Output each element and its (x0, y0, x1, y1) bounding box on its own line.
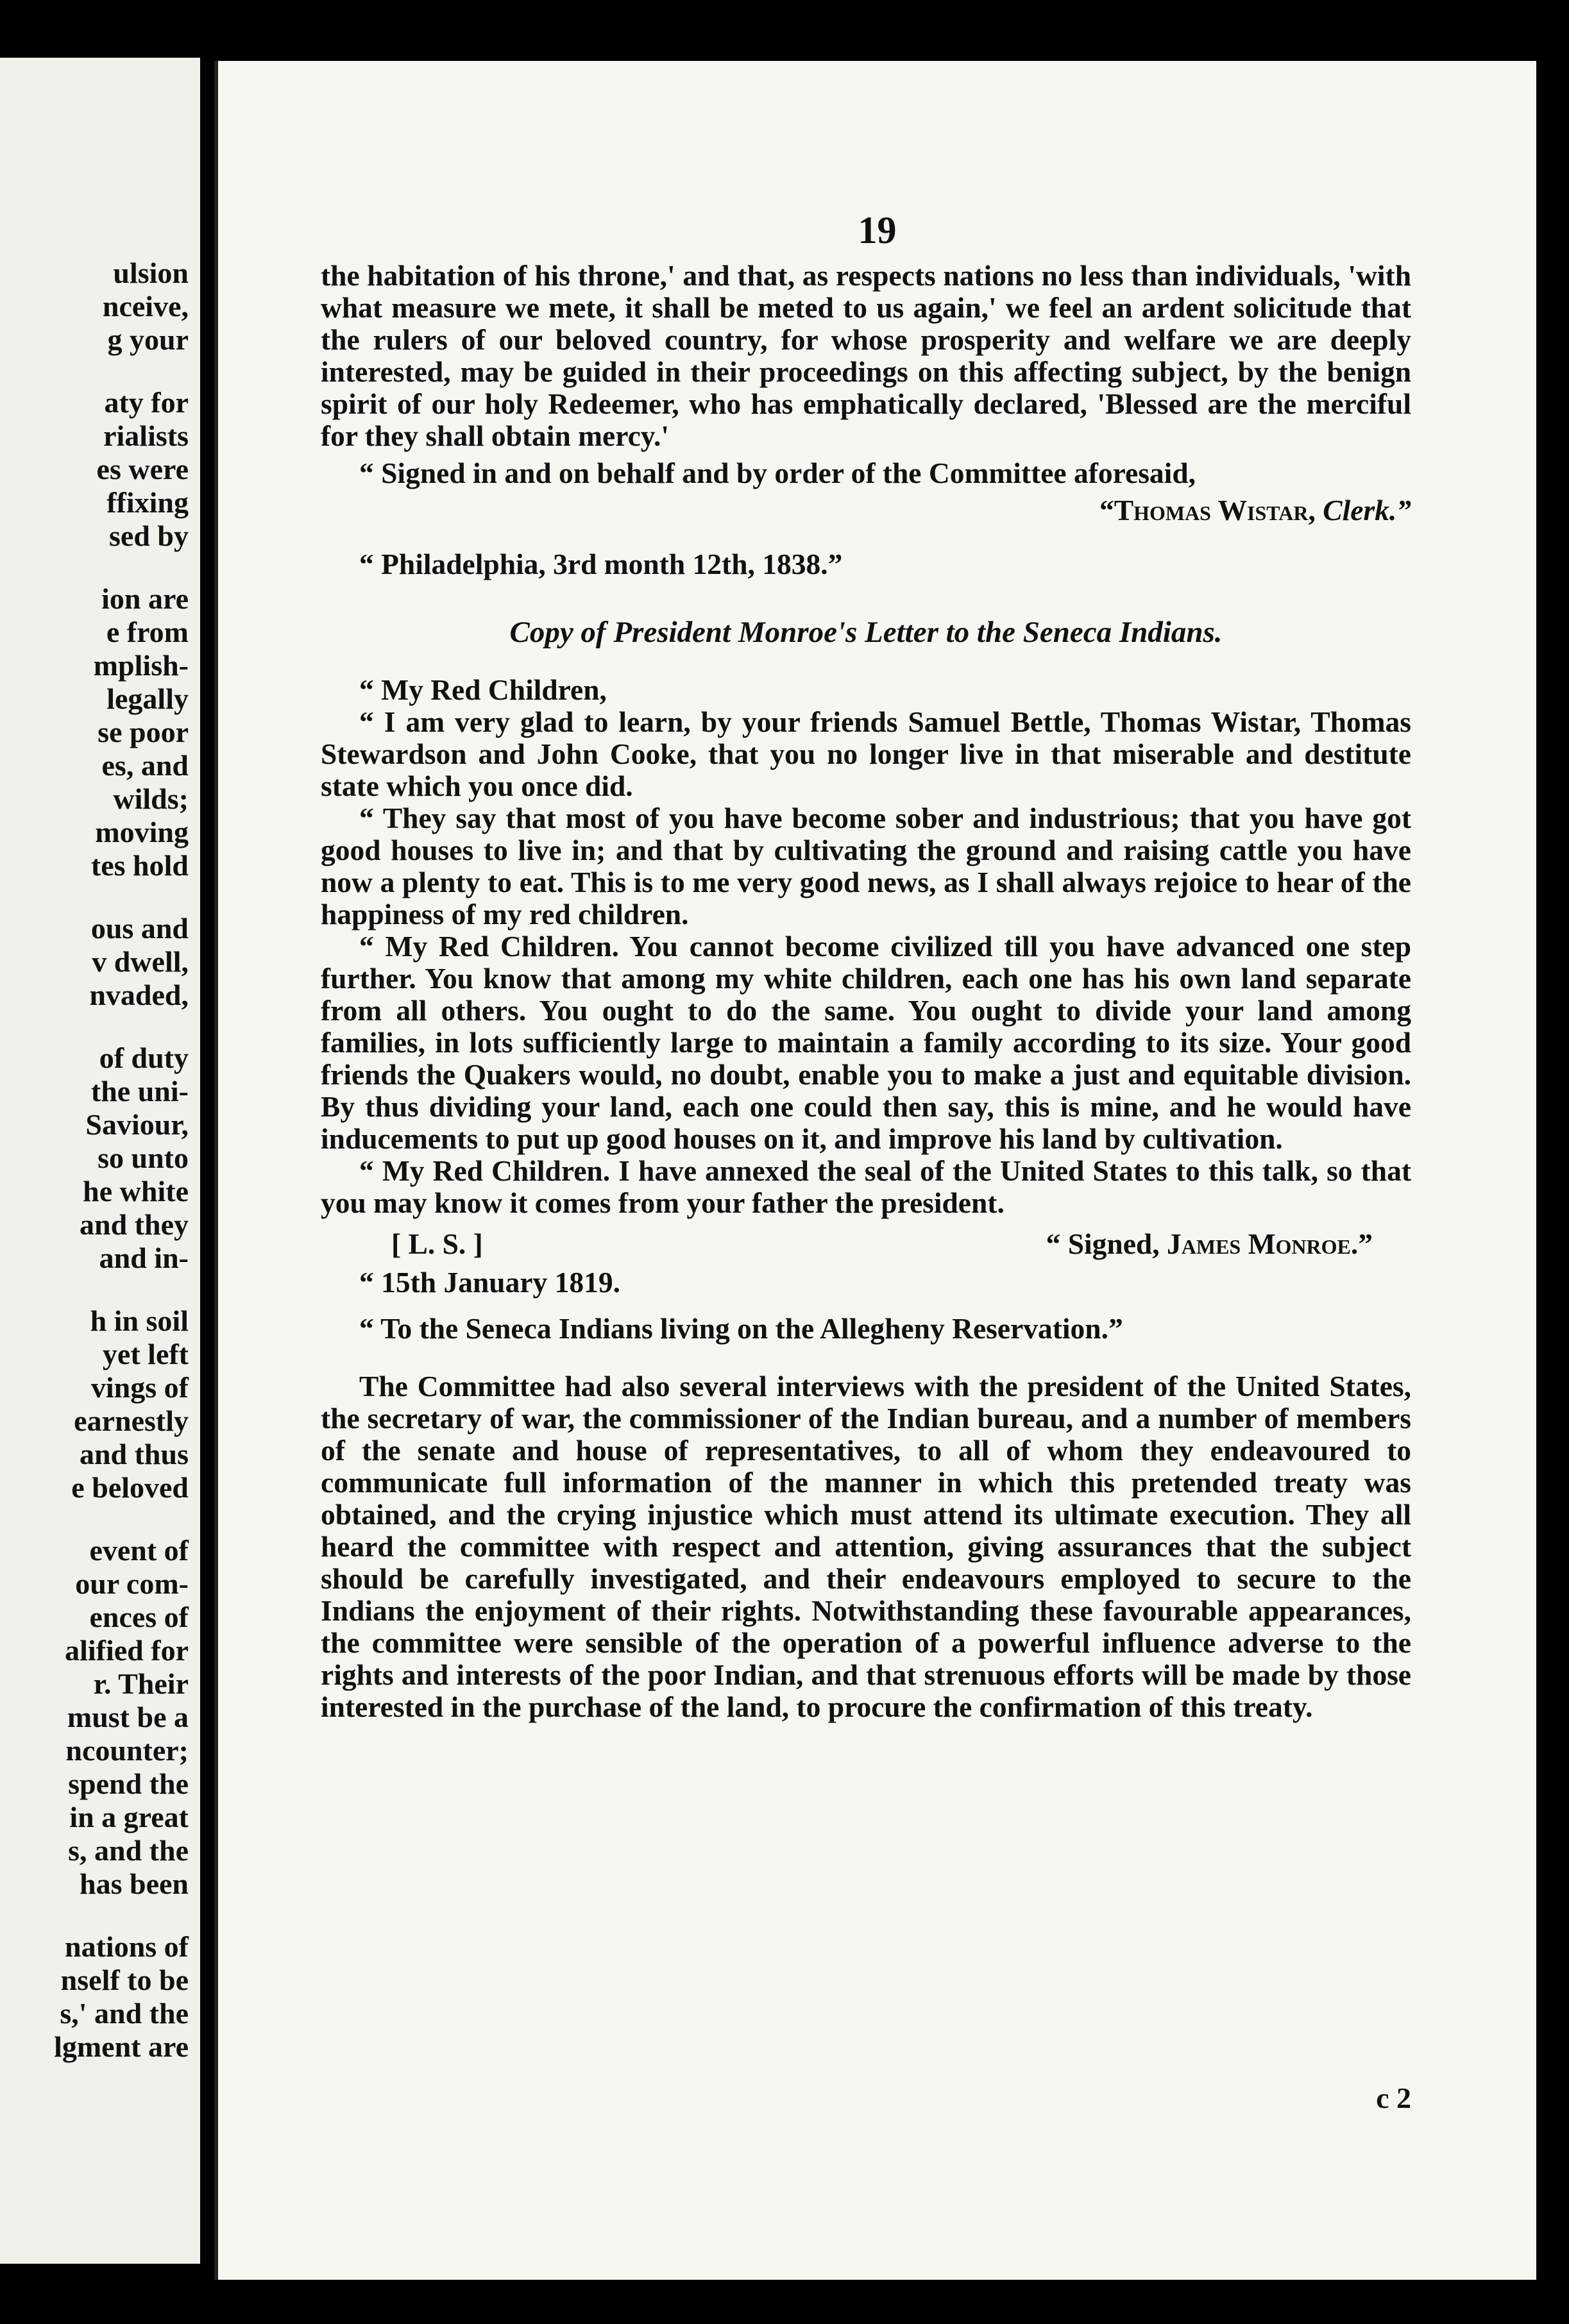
facing-page-line: nceive, (102, 290, 189, 323)
facing-page-line: s, and the (68, 1834, 189, 1867)
facing-page-line: r. Their (93, 1667, 189, 1700)
monroe-signature (1046, 1228, 1373, 1260)
facing-page-line: tes hold (90, 849, 189, 882)
facing-page-line: rialists (103, 419, 189, 452)
facing-page-gap (54, 1901, 189, 1930)
facing-page-line: ences of (89, 1601, 189, 1633)
facing-page-line: Saviour, (85, 1108, 189, 1141)
philadelphia-date: “ Philadelphia, 3rd month 12th, 1838.” (359, 548, 843, 580)
facing-page-line: ffixing (106, 486, 189, 519)
facing-page-line: our com- (75, 1567, 189, 1600)
facing-page-gap (54, 1504, 189, 1534)
facing-page-line: nations of (65, 1930, 189, 1963)
facing-page-gap (54, 357, 189, 386)
facing-page-line: event of (89, 1534, 189, 1567)
closing-paragraph: The Committee had also several interviews with the president of the United States, the secretary of war, the commissioner of the Indian bureau, and a number of members of the senate and house of representatives, to all of whom they endeavoured to communicate full information of the manner in which this pretended treaty was obtained, and the crying injustice which must attend its ultimate execution. They all heard the committee with respect and attention, giving assurances that the subject should be carefully investigated, and their endeavours employed to secure to the Indians the enjoyment of their rights. Notwithstanding these favourable appearances, the committee were sensible of the operation of a powerful influence adverse to the rights and interests of the poor Indian, and that strenuous efforts will be made by those interested in the purchase of the land, to procure the confirmation of this treaty. (321, 1370, 1411, 1723)
facing-page-line: has been (80, 1867, 189, 1900)
letter-date: “ 15th January 1819. (359, 1266, 621, 1299)
facing-page-line: must be a (67, 1701, 189, 1733)
facing-page-line: nself to be (60, 1964, 189, 1996)
facing-page-line: moving (95, 816, 189, 848)
facing-page-line: nvaded, (89, 979, 189, 1011)
page-number: 19 (858, 209, 897, 251)
facing-page-line: alified for (65, 1634, 189, 1667)
facing-page-line: lgment are (54, 2030, 189, 2063)
facing-page-line: ulsion (113, 257, 189, 289)
facing-page-line: g your (107, 323, 189, 356)
facing-page-line: earnestly (74, 1404, 189, 1437)
facing-page-line: e beloved (71, 1471, 189, 1504)
facing-page-line: ion are (101, 582, 189, 615)
facing-page-line: es, and (101, 749, 189, 782)
document-page (218, 61, 1536, 2280)
facing-page-line: mplish- (93, 649, 189, 682)
seal-mark: [ L. S. ] (391, 1227, 483, 1260)
facing-page-gap (54, 1012, 189, 1041)
monroe-signed-prefix: “ Signed, (1046, 1227, 1160, 1260)
facing-page-line: the uni- (90, 1075, 189, 1107)
facing-page-line: s,' and the (60, 1997, 189, 2030)
facing-page-line: and thus (79, 1438, 189, 1470)
facing-page-line: h in soil (90, 1304, 189, 1337)
facing-page-line: he white (83, 1175, 189, 1208)
letter-paragraph-1: “ I am very glad to learn, by your friends Samuel Bettle, Thomas Wistar, Thomas Stewardson and John Cooke, that you no longer live in that miserable and destitute state which you once did. (321, 705, 1411, 802)
facing-page-line: aty for (104, 386, 189, 419)
letter-heading: Copy of President Monroe's Letter to the Seneca Indians. (509, 616, 1223, 649)
letter-paragraph-3: “ My Red Children. You cannot become civilized till you have advanced one step further. You know that among my white children, each one has his own land separate from all others. You ought to do the same. You ought to divide your land among families, in lots sufficiently large to maintain a family according to its size. Your good friends the Quakers would, no doubt, enable you to make a just and equitable division. By thus dividing your land, each one could then say, this is mine, and he would have inducements to put up good houses on it, and improve his land by cultivation. (321, 930, 1411, 1155)
facing-page-line: legally (106, 682, 189, 715)
letter-paragraph-2: “ They say that most of you have become sober and industrious; that you have got good houses to live in; and that by cultivating the ground and raising cattle you have now a plenty to eat. This is to me very good news, as I shall always rejoice to hear of the happiness of my red children. (321, 802, 1411, 930)
facing-page-line: se poor (98, 716, 189, 748)
signature-title: Clerk.” (1323, 494, 1411, 526)
facing-page-line: sed by (109, 519, 189, 552)
facing-page-fragment (0, 58, 200, 2264)
signature-name: “Thomas Wistar, (1099, 494, 1316, 526)
facing-page-line: and in- (99, 1242, 189, 1274)
facing-page-line: yet left (102, 1338, 189, 1370)
page-body (321, 260, 1411, 1723)
facing-page-line: of duty (99, 1041, 189, 1074)
facing-page-line: v dwell, (92, 945, 189, 978)
facing-page-gap (54, 1275, 189, 1304)
committee-memorial-ending: the habitation of his throne,' and that, as respects nations no less than individuals, 'with what measure we mete, it shall be meted to us again,' we feel an ardent solicitude that the rulers of our beloved country, for whose prosperity and welfare we are deeply interested, may be guided in their proceedings on this affecting subject, by the benign spirit of our holy Redeemer, who has emphatically declared, 'Blessed are the merciful for they shall obtain mercy.' (321, 259, 1411, 452)
letter-paragraph-4: “ My Red Children. I have annexed the seal of the United States to this talk, so that you may know it comes from your father the president. (321, 1154, 1411, 1219)
clerk-signature (321, 494, 1411, 526)
facing-page-line: e from (106, 616, 189, 648)
facing-page-line: spend the (68, 1767, 189, 1800)
facing-page-line: es were (96, 453, 189, 485)
facing-page-line: so unto (98, 1141, 189, 1174)
facing-page-line: in a great (69, 1801, 189, 1833)
facing-page-line: vings of (90, 1371, 189, 1404)
letter-salutation: “ My Red Children, (359, 673, 607, 706)
facing-page-line: wilds; (113, 782, 189, 815)
facing-page-gap (54, 882, 189, 912)
facing-page-line: and they (80, 1208, 189, 1241)
facing-page-gap (54, 553, 189, 582)
letter-address: “ To the Seneca Indians living on the Allegheny Reservation.” (359, 1312, 1123, 1345)
signed-on-behalf-line: “ Signed in and on behalf and by order of the Committee aforesaid, (359, 457, 1196, 489)
facing-page-line: ncounter; (65, 1734, 189, 1767)
facing-page-line: ous and (90, 912, 189, 945)
facing-page-text (54, 257, 189, 2064)
signature-mark: c 2 (1376, 2082, 1411, 2114)
seal-signature-row (321, 1228, 1411, 1260)
monroe-name: James Monroe.” (1167, 1227, 1373, 1260)
